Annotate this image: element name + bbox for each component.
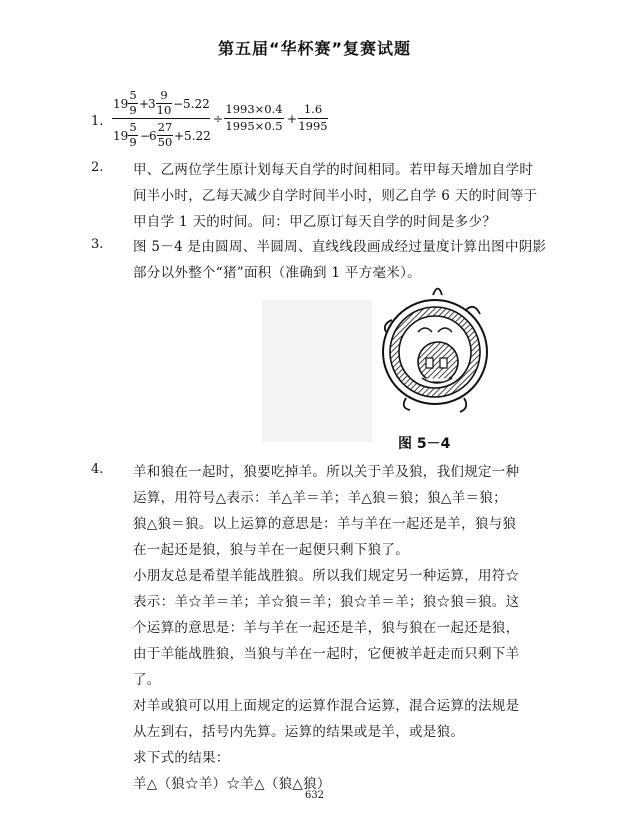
fraction-den: 1995×0.5 [225, 119, 283, 133]
mixed-int: 6 [149, 129, 157, 143]
nostril-right [440, 358, 447, 368]
divide-sign: ÷ [213, 112, 224, 126]
text-line: 个运算的意思是：羊与羊在一起还是羊，狼与狼在一起还是狼， [133, 620, 520, 636]
snout-circle [418, 342, 458, 382]
leg-left [404, 398, 410, 410]
question-number: 4. [91, 462, 104, 477]
nostril-left [426, 358, 433, 368]
fraction-den: 9 [129, 103, 137, 117]
text-line: 对羊或狼可以用上面规定的运算作混合运算，混合运算的法规是 [133, 698, 520, 714]
fraction-num: 1.6 [303, 102, 323, 116]
leg-right [460, 398, 466, 412]
text-line: 狼△狼＝狼。以上运算的意思是：羊与羊在一起还是羊，狼与狼 [133, 516, 517, 532]
text-line: 甲自学 1 天的时间。问：甲乙原订每天自学的时间是多少？ [133, 214, 497, 230]
mixed-int: 3 [148, 97, 156, 111]
text-line: 求下式的结果： [133, 750, 230, 766]
fraction-num: 1993×0.4 [225, 102, 283, 116]
fraction-num: 9 [160, 88, 168, 102]
plus-sign: + [139, 97, 150, 111]
page-number: 632 [304, 790, 325, 801]
minus-sign: − [140, 129, 151, 143]
text-line: 运算，用符号△表示：羊△羊＝羊；羊△狼＝狼；狼△羊＝狼； [133, 490, 507, 506]
text-line: 了。 [133, 672, 161, 688]
fraction-num: 5 [129, 88, 137, 102]
page-title: 第五届“华杯赛”复赛试题 [217, 39, 412, 58]
question-number: 3. [91, 237, 104, 252]
figure-caption: 图 5－4 [398, 436, 451, 452]
text-line: 小朋友总是希望羊能战胜狼。所以我们规定另一种运算，用符☆ [133, 568, 520, 584]
plus-term: +5.22 [174, 129, 211, 143]
fraction-num: 27 [157, 120, 173, 134]
fraction-num: 5 [129, 120, 137, 134]
mixed-int: 19 [113, 129, 129, 143]
fraction-den: 9 [129, 135, 137, 149]
text-line: 部分以外整个“猪”面积（准确到 1 平方毫米）。 [133, 265, 421, 281]
plus-sign: + [287, 112, 298, 126]
minus-term: −5.22 [173, 97, 210, 111]
text-line: 从左到右，括号内先算。运算的结果或是羊，或是狼。 [133, 724, 465, 740]
ear-top [433, 289, 442, 296]
fraction-den: 10 [156, 103, 172, 117]
text-line: 羊△（狼☆羊）☆羊△（狼△狼） [133, 776, 331, 792]
text-line: 间半小时，乙每天减少自学时间半小时，则乙自学 6 天的时间等于 [133, 188, 538, 204]
fraction-den: 1995 [298, 119, 328, 133]
text-line: 羊和狼在一起时，狼要吃掉羊。所以关于羊及狼，我们规定一种 [133, 464, 520, 480]
question-number: 2. [91, 160, 104, 175]
text-line: 在一起还是狼，狼与羊在一起便只剩下狼了。 [133, 542, 409, 558]
pig-figure [378, 280, 508, 420]
text-line: 图 5－4 是由圆周、半圆周、直线线段画成经过量度计算出图中阴影 [133, 239, 547, 255]
question-number: 1. [91, 114, 104, 129]
mixed-int: 19 [113, 97, 129, 111]
text-line: 甲、乙两位学生原计划每天自学的时间相同。若甲每天增加自学时 [133, 162, 534, 178]
text-line: 由于羊能战胜狼，当狼与羊在一起时，它便被羊赶走而只剩下羊 [133, 646, 520, 662]
fraction-den: 50 [157, 135, 173, 149]
text-line: 表示：羊☆羊＝羊；羊☆狼＝羊；狼☆羊＝羊；狼☆狼＝狼。这 [133, 594, 520, 610]
faded-watermark [262, 300, 372, 442]
